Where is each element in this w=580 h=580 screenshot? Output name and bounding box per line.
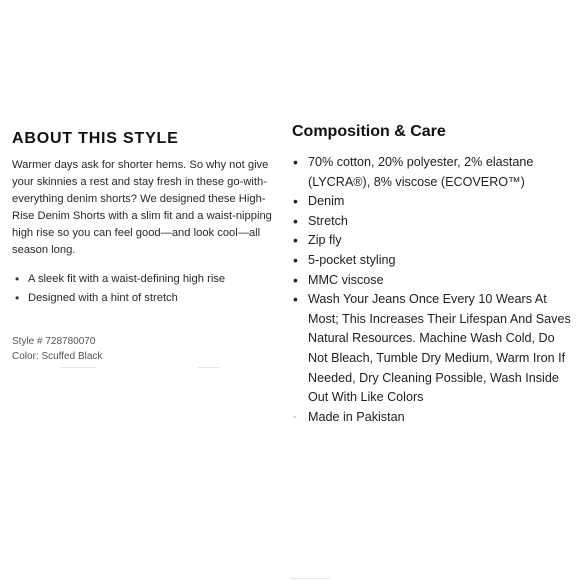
about-description: Warmer days ask for shorter hems. So why not give your skinnies a rest and stay fresh in these go-with-everything denim shorts? We designed these High-Rise Denim Shorts with a slim fit and a waist-nipping high rise so you can feel good—and look cool—all season long.	[12, 159, 272, 256]
about-bullet-list	[12, 270, 280, 308]
style-number: Style # 728780070	[12, 336, 96, 347]
about-bullet-item: • Designed with a hint of stretch	[12, 289, 280, 308]
composition-item: • MMC viscose	[292, 271, 576, 291]
composition-item: • 70% cotton, 20% polyester, 2% elastane (LYCRA®), 8% viscose (ECOVERO™)	[292, 153, 576, 192]
composition-item: • Wash Your Jeans Once Every 10 Wears At Most; This Increases Their Lifespan And Saves Natural Resources. Machine Wash Cold, Do Not Bleach, Tumble Dry Medium, Warm Iron If Needed, Dry Cleaning Possible, Wash Inside Out With Like Colors	[292, 290, 576, 408]
composition-list	[292, 153, 576, 427]
product-meta	[12, 334, 280, 364]
composition-care-section	[292, 122, 576, 427]
composition-item: • Stretch	[292, 212, 576, 232]
divider-line	[290, 578, 330, 579]
composition-item: • Zip fly	[292, 231, 576, 251]
about-this-style-section	[12, 130, 280, 364]
divider-line	[60, 367, 96, 368]
composition-item: • Denim	[292, 192, 576, 212]
about-title: ABOUT THIS STYLE	[12, 130, 179, 147]
composition-title: Composition & Care	[292, 123, 446, 140]
composition-item: - Made in Pakistan	[292, 408, 576, 428]
color-name: Color: Scuffed Black	[12, 351, 103, 362]
divider-line	[198, 367, 220, 368]
about-bullet-item: • A sleek fit with a waist-defining high rise	[12, 270, 280, 289]
composition-item: • 5-pocket styling	[292, 251, 576, 271]
